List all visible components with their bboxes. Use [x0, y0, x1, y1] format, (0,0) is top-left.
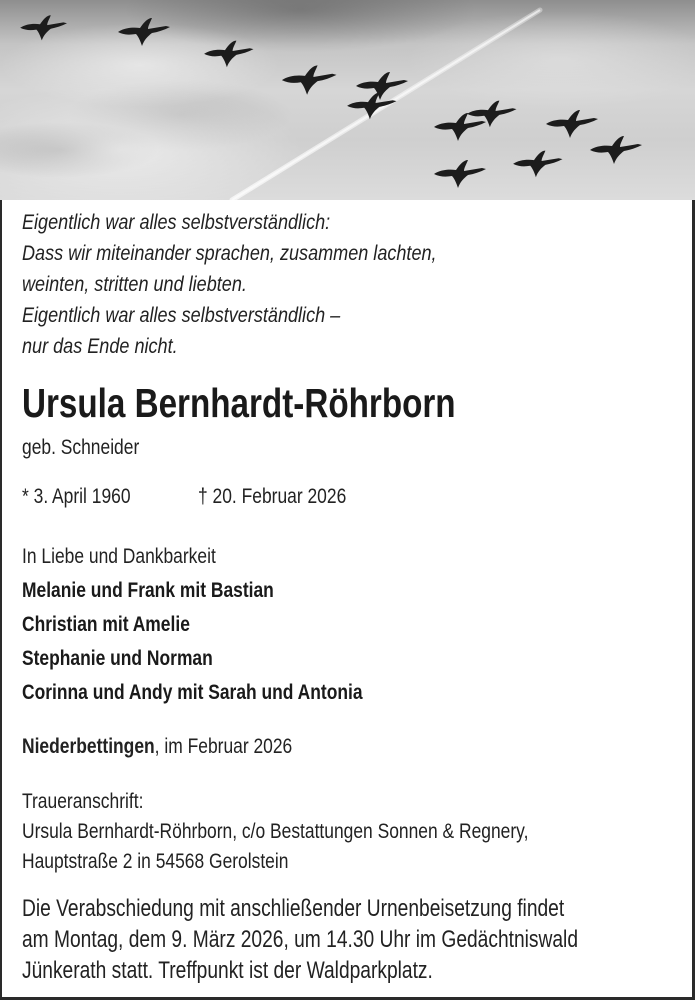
- birth-date: * 3. April 1960: [22, 485, 131, 508]
- geese-flying-photo-icon: [0, 0, 695, 200]
- mourners-intro: In Liebe und Dankbarkeit: [22, 545, 216, 568]
- place-date: [22, 735, 292, 759]
- poem-line: Eigentlich war alles selbstverständlich –: [22, 304, 341, 327]
- birth-name: geb. Schneider: [22, 436, 140, 459]
- poem-line: weinten, stritten und liebten.: [22, 273, 247, 296]
- mourner-family: Melanie und Frank mit Bastian: [22, 579, 274, 602]
- mourner-family: Christian mit Amelie: [22, 613, 190, 636]
- ceremony-line: Die Verabschiedung mit anschließender Urnenbeisetzung findet: [22, 895, 565, 922]
- poem-line: Dass wir miteinander sprachen, zusammen lachten,: [22, 242, 437, 265]
- address-label: Traueranschrift:: [22, 790, 144, 813]
- address-line: Ursula Bernhardt-Röhrborn, c/o Bestattungen Sonnen & Regnery,: [22, 820, 529, 843]
- death-date: † 20. Februar 2026: [198, 485, 347, 508]
- ceremony-line: am Montag, dem 9. März 2026, um 14.30 Uhr im Gedächtniswald: [22, 926, 578, 953]
- ceremony-line: Jünkerath statt. Treffpunkt ist der Waldparkplatz.: [22, 957, 433, 984]
- place: Niederbettingen: [22, 735, 155, 758]
- poem-line: nur das Ende nicht.: [22, 335, 178, 358]
- deceased-name: Ursula Bernhardt-Röhrborn: [22, 380, 456, 426]
- date: , im Februar 2026: [154, 735, 293, 758]
- poem-line: Eigentlich war alles selbstverständlich:: [22, 211, 331, 234]
- mourner-family: Stephanie und Norman: [22, 647, 213, 670]
- header-photo: [0, 0, 695, 200]
- mourner-family: Corinna und Andy mit Sarah und Antonia: [22, 681, 363, 704]
- address-line: Hauptstraße 2 in 54568 Gerolstein: [22, 850, 289, 873]
